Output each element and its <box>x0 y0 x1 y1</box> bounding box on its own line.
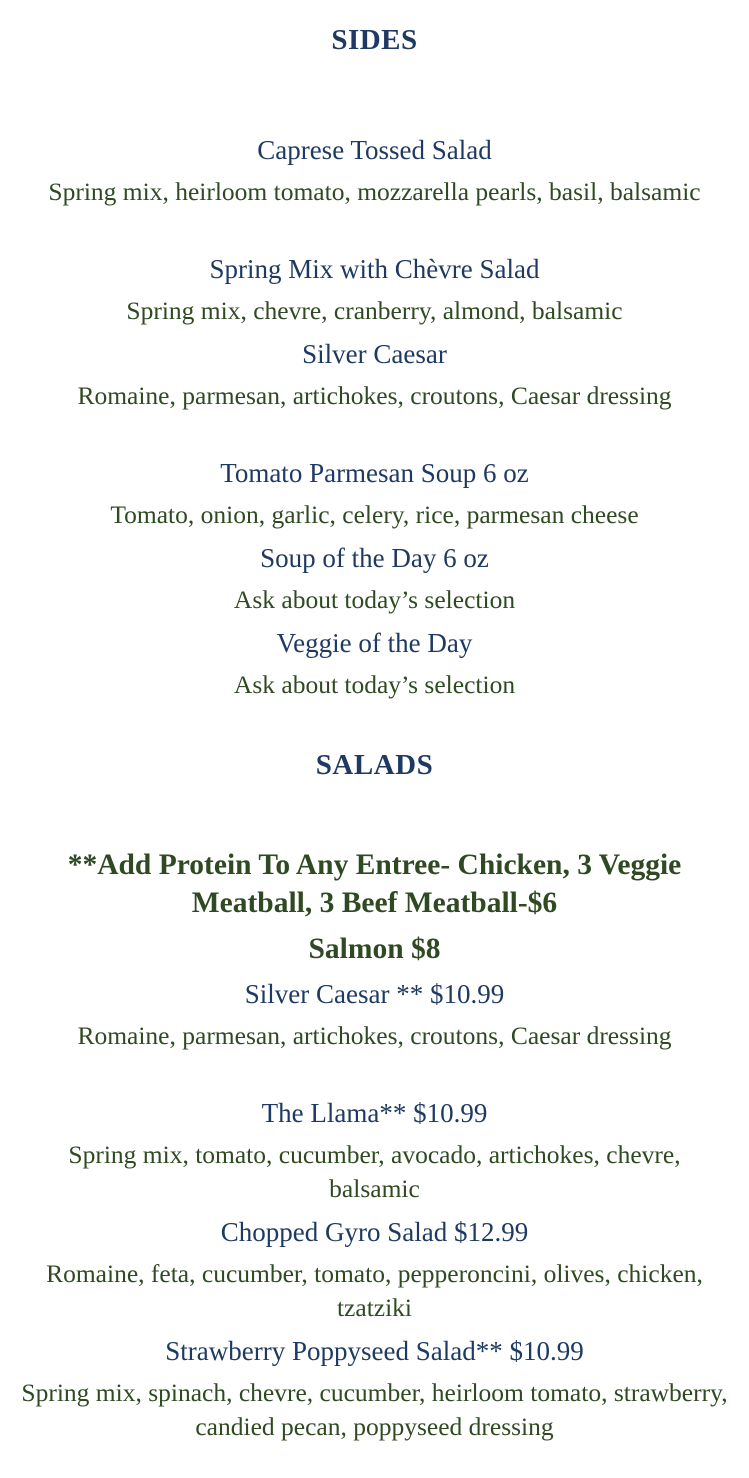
side-item-description: Romaine, parmesan, artichokes, croutons, Caesar dressing <box>77 381 672 410</box>
side-item-name: Soup of the Day 6 oz <box>260 543 489 573</box>
side-item-name: Spring Mix with Chèvre Salad <box>209 254 540 284</box>
side-item-description: Spring mix, chevre, cranberry, almond, balsamic <box>126 296 623 325</box>
side-item <box>20 541 729 617</box>
salad-item-name: The Llama** $10.99 <box>261 1098 488 1128</box>
side-item-name: Caprese Tossed Salad <box>257 135 492 165</box>
salad-item-description: Romaine, feta, cucumber, tomato, pepperoncini, olives, chicken, tzatziki <box>46 1259 703 1322</box>
side-item-description: Ask about today’s selection <box>233 585 516 614</box>
salad-item <box>20 1215 729 1325</box>
side-item <box>20 626 729 702</box>
salad-item-name: Strawberry Poppyseed Salad** $10.99 <box>165 1336 584 1366</box>
side-item-name: Tomato Parmesan Soup 6 oz <box>220 458 529 488</box>
side-item-name: Silver Caesar <box>302 339 447 369</box>
salad-item-description: Spring mix, spinach, chevre, cucumber, heirloom tomato, strawberry, candied pecan, poppyseed dressing <box>21 1378 728 1441</box>
salmon-note: Salmon $8 <box>308 933 441 965</box>
salad-item-description: Romaine, parmesan, artichokes, croutons, Caesar dressing <box>77 1021 672 1050</box>
protein-note: **Add Protein To Any Entree- Chicken, 3 Veggie Meatball, 3 Beef Meatball-$6 <box>67 849 682 919</box>
salad-item <box>20 1096 729 1206</box>
salad-item-name: Silver Caesar ** $10.99 <box>244 979 505 1009</box>
side-item <box>20 456 729 532</box>
side-item-name: Veggie of the Day <box>276 628 473 658</box>
side-item-description: Spring mix, heirloom tomato, mozzarella pearls, basil, balsamic <box>48 177 701 206</box>
salad-item-name: Chopped Gyro Salad $12.99 <box>220 1217 529 1247</box>
salad-item <box>20 1334 729 1444</box>
sides-heading: SIDES <box>331 24 418 56</box>
side-item <box>20 252 729 328</box>
side-item <box>20 337 729 413</box>
side-item-description: Tomato, onion, garlic, celery, rice, parmesan cheese <box>110 500 639 529</box>
side-item-description: Ask about today’s selection <box>233 670 516 699</box>
salads-heading: SALADS <box>315 749 434 781</box>
salad-item-description: Spring mix, tomato, cucumber, avocado, artichokes, chevre, balsamic <box>68 1140 681 1203</box>
side-item <box>20 133 729 209</box>
salad-item <box>20 977 729 1053</box>
